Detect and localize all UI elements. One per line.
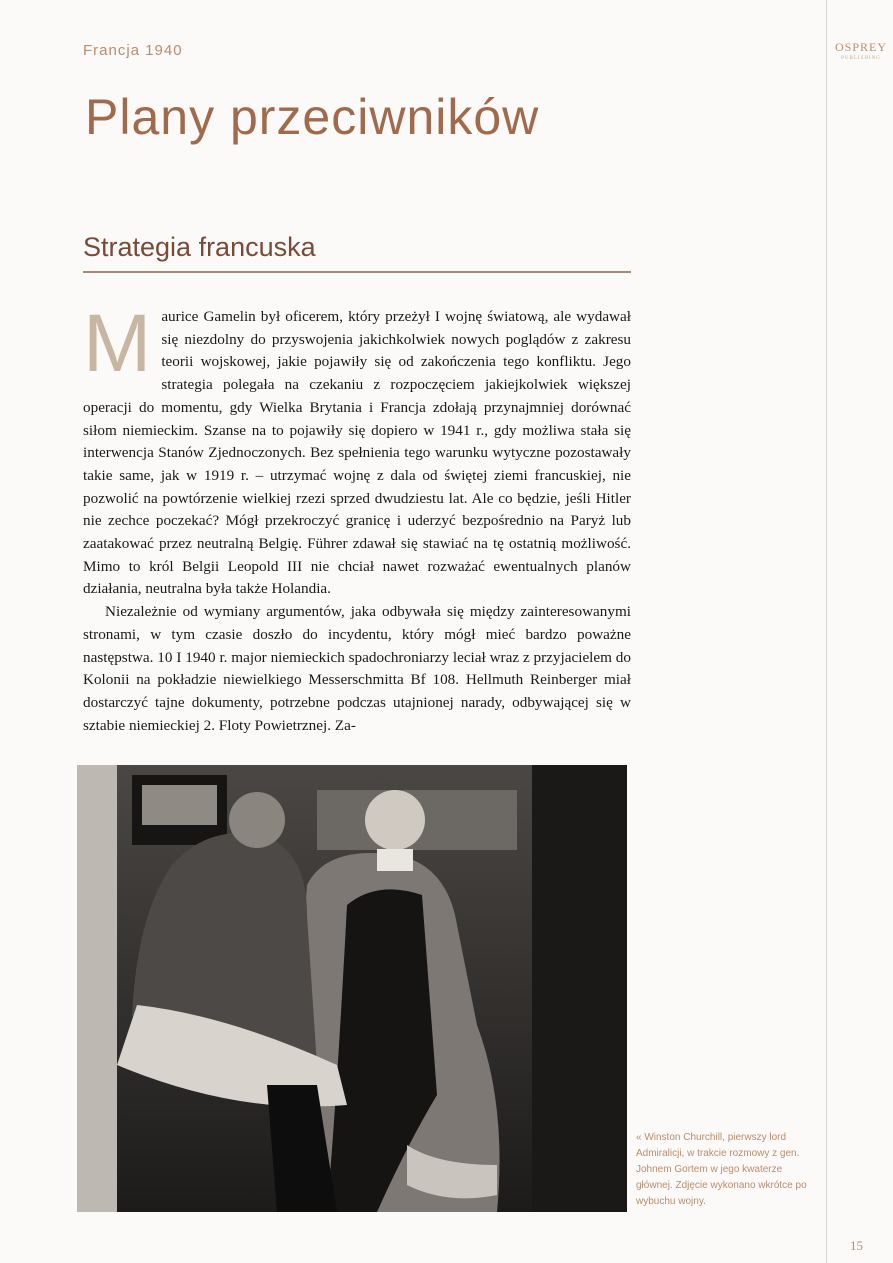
publisher-name: OSPREY [834, 40, 887, 54]
running-head: Francja 1940 [83, 42, 183, 59]
photo-caption: « Winston Churchill, pierwszy lord Admiralicji, w trakcie rozmowy z gen. Johnem Gortem w jego kwaterze głównej. Zdjęcie wykonano wkrótce po wybuchu wojny. [636, 1132, 807, 1207]
publisher-sub: PUBLISHING [841, 56, 881, 61]
paragraph-1 [83, 298, 631, 601]
drop-cap: M [83, 298, 152, 389]
section-title: Strategia francuska [83, 232, 316, 262]
publisher-logo [832, 40, 890, 61]
chapter-title: Plany przeciwników [85, 89, 540, 145]
archival-photo [77, 765, 627, 1212]
section-rule [83, 271, 631, 273]
paragraph-2: Niezależnie od wymiany argumentów, jaka odbywała się między zainteresowanymi stronami, w tym czasie doszło do incydentu, który mógł mieć bardzo poważne następstwa. 10 I 1940 r. major niemieckich spadochroniarzy leciał wraz z przyjacielem do Kolonii na pokładzie niewielkiego Messerschmitta Bf 108. Hellmuth Reinberger miał dostarczyć tajne dokumenty, potrzebne podczas utajnionej narady, odbywającej się w sztabie niemieckiej 2. Floty Powietrznej. Za- [83, 603, 631, 734]
page-margin-line [826, 0, 827, 1263]
photo-illustration [77, 765, 627, 1212]
paragraph-1-text: aurice Gamelin był oficerem, który przeżył I wojnę światową, ale wydawał się niezdolny do przyswojenia jakichkolwiek nowych poglądów z zakresu teorii wojskowej, jakie pojawiły się od zakończenia tego konfliktu. Jego strategia polegała na czekaniu z rozpoczęciem jakiejkolwiek większej operacji do momentu, gdy Wielka Brytania i Francja zdołają przynajmniej dorównać siłom niemieckim. Szanse na to pojawiły się dopiero w 1941 r., gdy możliwa stała się interwencja Stanów Zjednoczonych. Bez spełnienia tego warunku wytyczne pozostawały takie same, jak w 1919 r. – utrzymać wojnę z dala od świętej ziemi francuskiej, nie pozwolić na powtórzenie wielkiej rzezi sprzed dwudziestu lat. Ale co będzie, jeśli Hitler nie zechce poczekać? Mógł przekroczyć granicę i uderzyć bezpośrednio na Paryż lub zaatakować przez neutralną Belgię. Führer zdawał się stawiać na tę ostatnią możliwość. Mimo to król Belgii Leopold III nie chciał nawet rozważać ewentualnych planów działania, neutralna była także Holandia. [83, 308, 631, 598]
page-number: 15 [850, 1238, 863, 1253]
body-text [83, 298, 631, 737]
